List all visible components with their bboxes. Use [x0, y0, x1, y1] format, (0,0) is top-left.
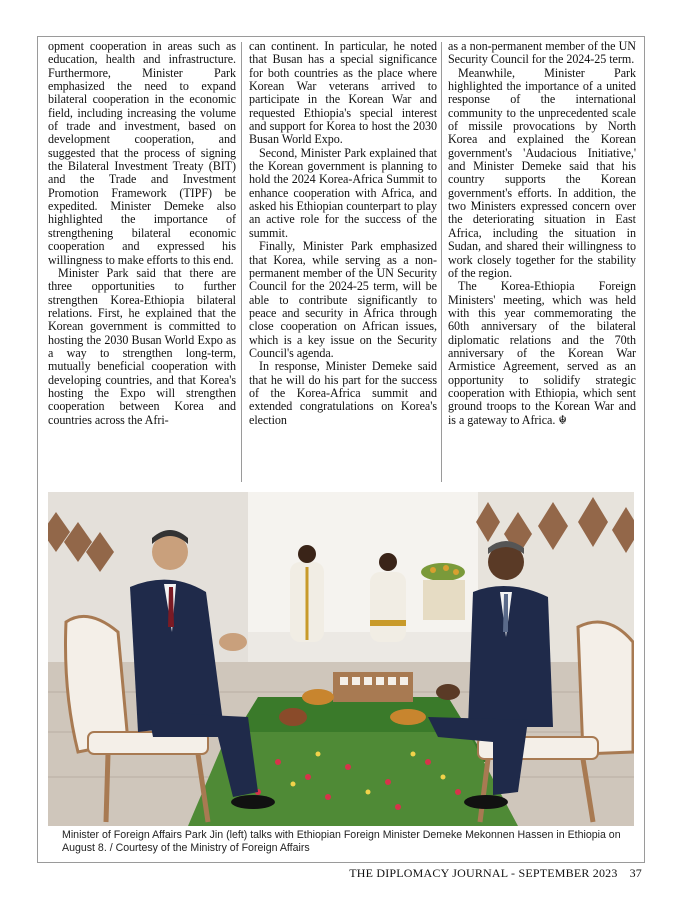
paragraph [448, 280, 636, 427]
paragraph: opment cooperation in areas such as education, health and infrastructure. Furthermore, Minister Park emphasized the need to expand bilateral cooperation in the economic field, including increasing the volume of trade and investment, based on development cooperation, and suggested that the process of signing the Bilateral Investment Treaty (BIT) and the Trade and Investment Promotion Framework (TIPF) be expedited. Minister Demeke also highlighted the importance of strengthening bilateral economic cooperation and expressed his willingness to make efforts to this end. [48, 40, 236, 267]
column-divider [441, 42, 442, 482]
journal-name: THE DIPLOMACY JOURNAL - SEPTEMBER 2023 [349, 866, 618, 880]
paragraph: Second, Minister Park explained that the Korean government is planning to hold the 2024 Korea-Africa Summit to enhance cooperation with Africa, and asked his Ethiopian counterpart to play an active role for the success of the summit. [249, 145, 437, 240]
photo-caption: Minister of Foreign Affairs Park Jin (left) talks with Ethiopian Foreign Minister Demeke Mekonnen Hassen in Ethiopia on August 8. / Courtesy of the Ministry of Foreign Affairs [62, 829, 621, 854]
article-column-3 [448, 40, 636, 484]
paragraph: can continent. In particular, he noted that Busan has a special significance for both countries as the place where Korean War veterans arrived to participate in the Korean War and requested Ethiopia's special interest and support for Korea to host the 2030 Busan World Expo. [249, 40, 437, 147]
meeting-illustration [48, 492, 634, 826]
meeting-photo [48, 492, 634, 826]
column-divider [241, 42, 242, 482]
article-column-2 [249, 40, 437, 484]
paragraph: Minister Park said that there are three opportunities to further strengthen Korea-Ethiopia bilateral relations. First, he explained that the Korean government is committed to hosting the 2030 Busan World Expo as a way to strengthen long-term, mutually beneficial cooperation with developing countries, and that Korea's hosting the Expo will strengthen cooperation between Korea and countries across the Afri- [48, 265, 236, 427]
paragraph: Finally, Minister Park emphasized that Korea, while serving as a non-permanent member of the UN Security Council for the 2024-25 term, will be able to contribute significantly to peace and security in Africa through close cooperation on African issues, which is a key issue on the Security Council's agenda. [249, 239, 437, 360]
paragraph: Meanwhile, Minister Park highlighted the importance of a united response of the international community to the unprecedented scale of missile provocations by North Korea and explained the Korean government's 'Audacious Initiative,' and Minister Demeke said that his country supports the Korean government's efforts. In addition, the two Ministers expressed concern over the deteriorating situation in East Africa, including the situation in Sudan, and shared their willingness to work closely together for the stability of the region. [448, 65, 636, 280]
article-column-1 [48, 40, 236, 484]
end-mark-icon: ☬ [558, 412, 567, 427]
paragraph: In response, Minister Demeke said that he will do his part for the success of the Korea-Africa summit and extended congratulations on Korea's election [249, 359, 437, 427]
paragraph: as a non-permanent member of the UN Security Council for the 2024-25 term. [448, 40, 636, 67]
page-number: 37 [629, 866, 642, 880]
page-footer [349, 866, 642, 881]
paragraph-text: The Korea-Ethiopia Foreign Ministers' meeting, which was held with this year commemorating the 60th anniversary of the bilateral diplomatic relations and the 70th anniversary of the Korean War Armistice Agreement, served as an opportunity to solidify strategic cooperation with Ethiopia, which sent ground troops to the Korean War and is a gateway to Africa. [448, 279, 636, 427]
